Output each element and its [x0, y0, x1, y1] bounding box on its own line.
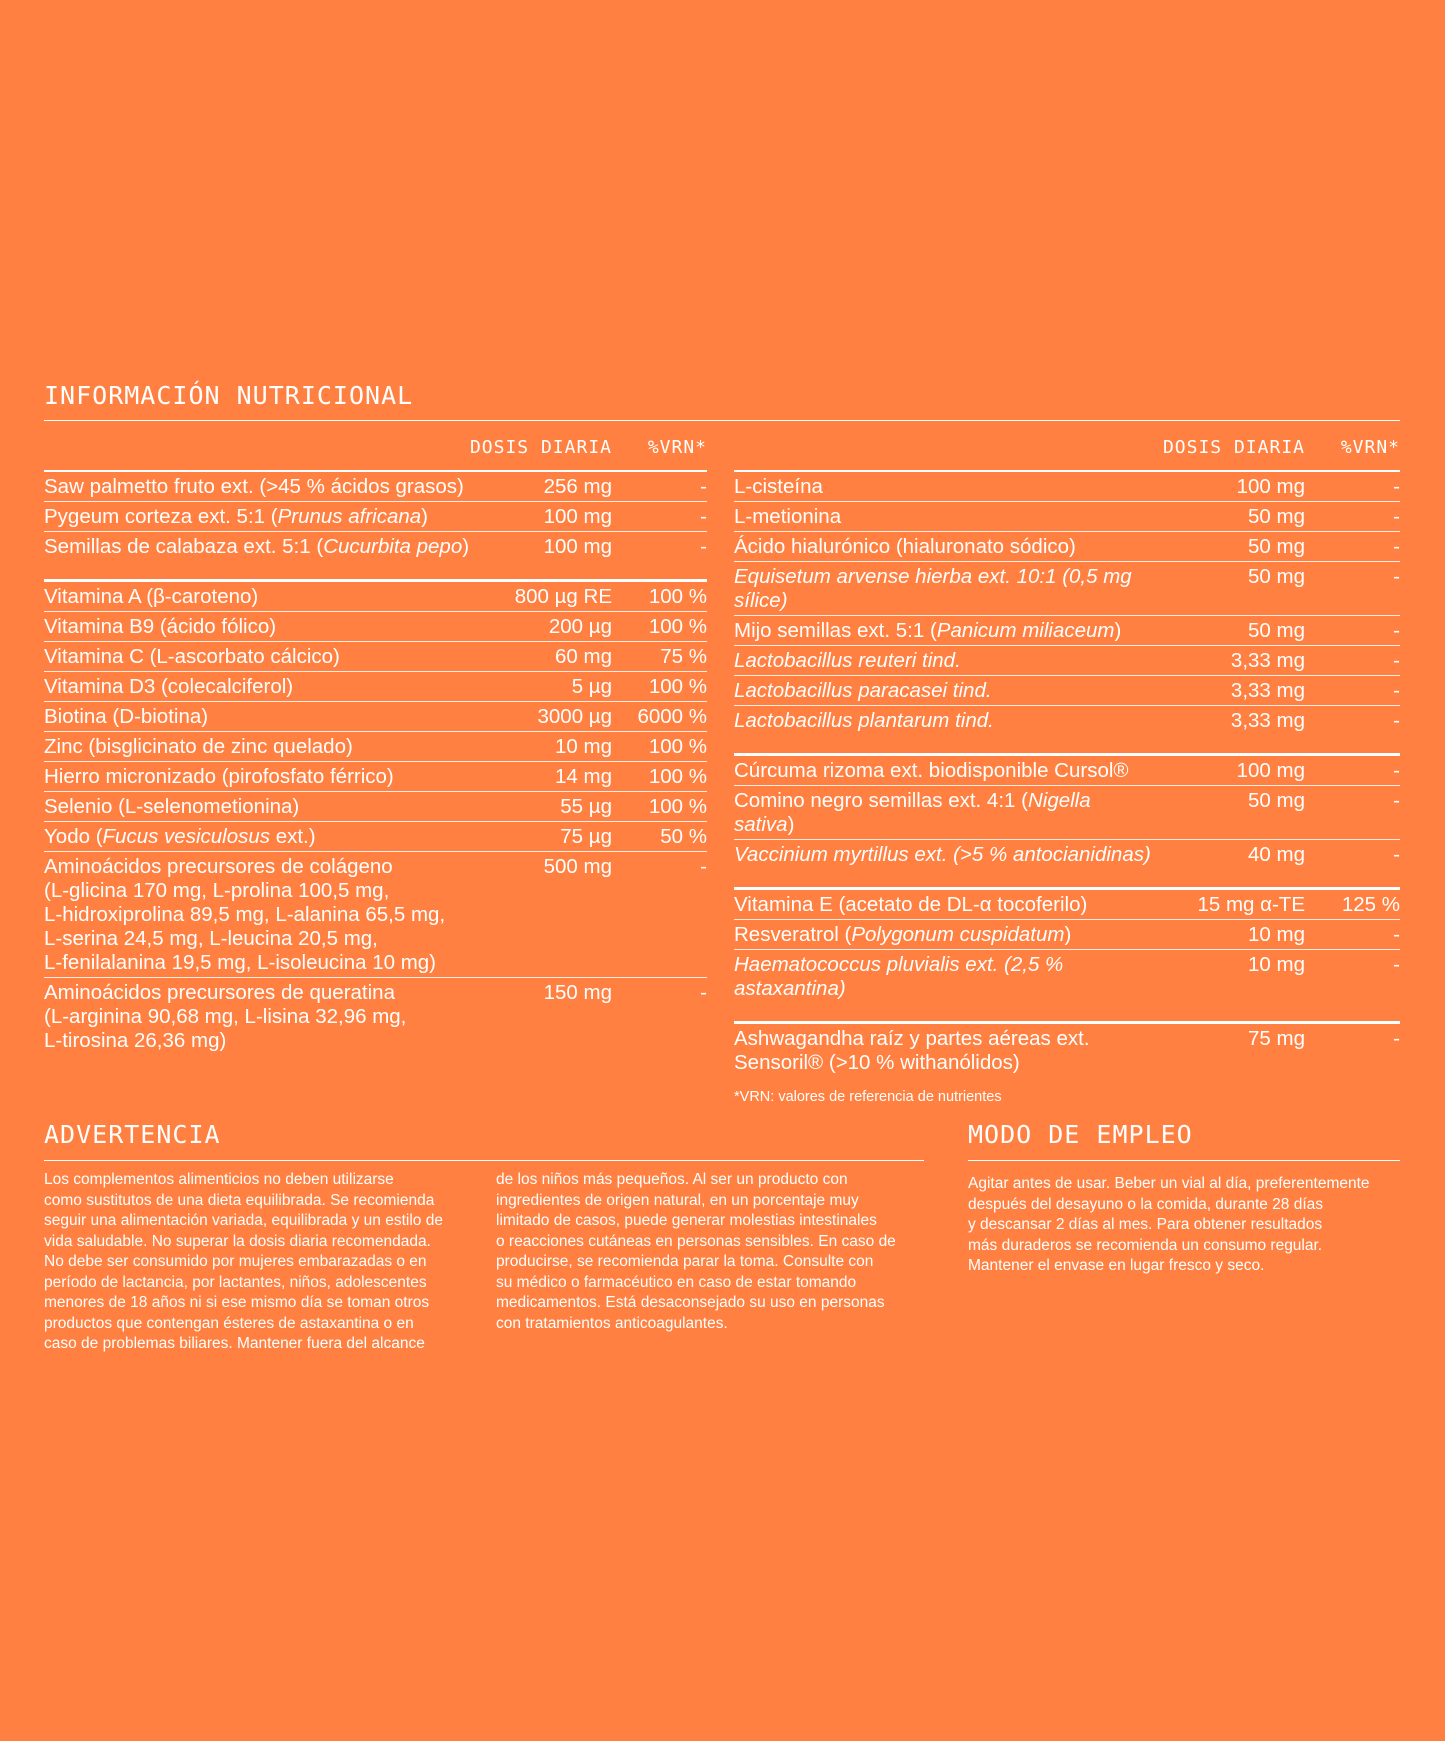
nutrient-vrn: 50 %: [660, 825, 707, 848]
warning-divider: [44, 1160, 924, 1161]
nutrient-name: [734, 953, 1155, 1001]
nutrient-name-italic: Lactobacillus paracasei tind.: [734, 679, 992, 702]
nutrient-name-text: L-cisteína: [734, 475, 823, 498]
title-divider: [44, 420, 1400, 421]
nutrient-name-italic: Vaccinium myrtillus ext. (>5 % antocianidinas): [734, 843, 1151, 866]
nutrient-dose: 55 µg: [560, 795, 612, 818]
nutrient-name: [734, 619, 1155, 643]
nutrient-name: [44, 855, 472, 975]
nutrient-vrn: -: [1393, 505, 1400, 528]
nutrient-name-text: Biotina (D-biotina): [44, 705, 209, 728]
nutrient-name-text: Resveratrol (: [734, 923, 852, 946]
nutrient-vrn: -: [1393, 923, 1400, 946]
nutrient-vrn: 125 %: [1341, 893, 1400, 916]
nutrient-name: [734, 759, 1155, 783]
table-header: [44, 432, 707, 462]
nutrient-name: [44, 705, 472, 729]
nutrient-name-text: Aminoácidos precursores de colágeno (L-glicina 170 mg, L-prolina 100,5 mg, L-hidroxiprolina 89,5 mg, L-alanina 65,5 mg, L-serina 24,5 mg, L-leucina 20,5 mg, L-fenilalanina 19,5 mg, L-isoleucina 10 mg): [44, 855, 446, 974]
nutrient-vrn: -: [1393, 953, 1400, 976]
nutrient-vrn: -: [1393, 649, 1400, 672]
nutrient-row: [734, 706, 1400, 735]
nutrient-vrn: 75 %: [660, 645, 707, 668]
nutrient-name-italic: Equisetum arvense hierba ext. 10:1 (0,5 mg sílice): [734, 565, 1132, 612]
nutrient-dose: 3,33 mg: [1230, 679, 1305, 702]
nutrient-dose: 75 mg: [1248, 1027, 1305, 1050]
nutrient-name: [734, 709, 1155, 733]
nutrient-name-text: ): [462, 535, 470, 558]
nutrient-vrn: -: [700, 505, 707, 528]
nutrient-vrn: -: [1393, 843, 1400, 866]
nutrient-name: [734, 679, 1155, 703]
nutrient-name: [734, 893, 1155, 917]
nutrient-row: [734, 840, 1400, 869]
nutrient-dose: 5 µg: [571, 675, 612, 698]
nutrient-name-text: Vitamina D3 (colecalciferol): [44, 675, 294, 698]
nutrient-name: [734, 1027, 1155, 1075]
nutrient-row: [734, 646, 1400, 676]
nutrient-row: [734, 890, 1400, 920]
nutrient-vrn: -: [1393, 475, 1400, 498]
nutrient-name-italic: Polygonum cuspidatum: [851, 923, 1065, 946]
nutrient-vrn: -: [1393, 709, 1400, 732]
group-vitamins-minerals: [44, 579, 707, 1055]
header-dose: DOSIS DIARIA: [1162, 436, 1305, 458]
nutrient-name-text: ): [1114, 619, 1122, 642]
nutrient-row: [44, 732, 707, 762]
nutrient-vrn: -: [700, 981, 707, 1004]
nutrient-name: [44, 505, 472, 529]
nutrient-vrn: -: [700, 535, 707, 558]
nutrient-row: [44, 532, 707, 561]
nutrient-name: [734, 565, 1155, 613]
nutrient-row: [44, 822, 707, 852]
nutrient-dose: 100 mg: [543, 535, 612, 558]
nutrient-dose: 10 mg: [1248, 953, 1305, 976]
nutrient-name: [44, 585, 472, 609]
nutrient-name: [734, 475, 1155, 499]
nutrient-dose: 14 mg: [555, 765, 612, 788]
nutrient-dose: 75 µg: [560, 825, 612, 848]
nutrient-row: [734, 562, 1400, 616]
nutrient-name-text: Ácido hialurónico (hialuronato sódico): [734, 535, 1076, 558]
nutrient-row: [734, 1024, 1400, 1077]
nutrient-vrn: -: [1393, 679, 1400, 702]
nutrient-dose: 800 µg RE: [514, 585, 612, 608]
nutrient-name-text: Ashwagandha raíz y partes aéreas ext. Sensoril® (>10 % withanólidos): [734, 1027, 1090, 1074]
header-vrn: %VRN*: [1340, 436, 1400, 458]
nutrient-name-text: Comino negro semillas ext. 4:1 (: [734, 789, 1028, 812]
nutrient-row: [734, 950, 1400, 1003]
group-botanicals: [734, 753, 1400, 869]
nutrient-row: [734, 676, 1400, 706]
nutrient-dose: 100 mg: [1236, 475, 1305, 498]
nutrient-vrn: 100 %: [648, 675, 707, 698]
nutrient-row: [44, 978, 707, 1055]
nutrient-dose: 150 mg: [543, 981, 612, 1004]
nutrient-name-italic: Lactobacillus reuteri tind.: [734, 649, 961, 672]
nutrient-dose: 15 mg α-TE: [1197, 893, 1305, 916]
nutrient-dose: 50 mg: [1248, 789, 1305, 812]
nutrient-name-text: Selenio (L-selenometionina): [44, 795, 300, 818]
nutrient-name-text: ): [787, 813, 795, 836]
nutrient-vrn: 100 %: [648, 735, 707, 758]
nutrient-dose: 50 mg: [1248, 535, 1305, 558]
nutrient-name-text: Semillas de calabaza ext. 5:1 (: [44, 535, 324, 558]
nutrient-vrn: 100 %: [648, 585, 707, 608]
table-header: [734, 432, 1400, 462]
nutrient-name: [44, 825, 472, 849]
usage-divider: [968, 1160, 1400, 1161]
nutrient-name: [44, 981, 472, 1053]
nutrient-dose: 60 mg: [555, 645, 612, 668]
nutrient-vrn: -: [1393, 759, 1400, 782]
nutrient-dose: 50 mg: [1248, 619, 1305, 642]
header-dose: DOSIS DIARIA: [469, 436, 612, 458]
nutrient-vrn: -: [1393, 619, 1400, 642]
nutrient-name-text: Aminoácidos precursores de queratina (L-arginina 90,68 mg, L-lisina 32,96 mg, L-tirosina 26,36 mg): [44, 981, 407, 1052]
nutrient-dose: 500 mg: [543, 855, 612, 878]
nutrient-name-italic: Haematococcus pluvialis ext. (2,5 % astaxantina): [734, 953, 1064, 1000]
nutrient-vrn: -: [1393, 535, 1400, 558]
nutrient-row: [734, 920, 1400, 950]
nutrient-name-italic: Nigella sativa: [734, 789, 1091, 836]
nutrient-vrn: -: [1393, 789, 1400, 812]
usage-text: Agitar antes de usar. Beber un vial al día, preferentemente después del desayuno o la comida, durante 28 días y descansar 2 días al mes. Para obtener resultados más duraderos se recomienda un consumo regular. Mantener el envase en lugar fresco y seco.: [968, 1175, 1370, 1274]
nutrient-row: [734, 472, 1400, 502]
group-adaptogens: [734, 1021, 1400, 1077]
nutrient-name: [734, 923, 1155, 947]
nutrient-name: [44, 535, 472, 559]
nutrient-name: [44, 645, 472, 669]
nutrient-name-text: L-metionina: [734, 505, 842, 528]
nutrient-vrn: 100 %: [648, 795, 707, 818]
nutrient-name-italic: Prunus africana: [277, 505, 422, 528]
nutrient-row: [734, 502, 1400, 532]
nutrient-vrn: 100 %: [648, 615, 707, 638]
nutrient-name-text: Pygeum corteza ext. 5:1 (: [44, 505, 278, 528]
nutrient-row: [44, 472, 707, 502]
nutrient-name-italic: Lactobacillus plantarum tind.: [734, 709, 994, 732]
nutrient-vrn: -: [1393, 1027, 1400, 1050]
warning-title: ADVERTENCIA: [44, 1120, 221, 1149]
warning-text-col1: Los complementos alimenticios no deben utilizarse como sustitutos de una dieta equilibrada. Se recomienda seguir una alimentación variada, equilibrada y un estilo de vida saludable. No superar la dosis diaria recomendada. No debe ser consumido por mujeres embarazadas o en período de lactancia, por lactantes, niños, adolescentes menores de 18 años ni si ese mismo día se toman otros productos que contengan ésteres de astaxantina o en caso de problemas biliares. Mantener fuera del alcance: [44, 1171, 443, 1352]
nutrition-table-left: [44, 432, 707, 1055]
nutrient-dose: 10 mg: [1248, 923, 1305, 946]
nutrient-row: [44, 672, 707, 702]
nutrient-name: [734, 535, 1155, 559]
nutrient-dose: 50 mg: [1248, 565, 1305, 588]
nutrient-dose: 10 mg: [555, 735, 612, 758]
nutrient-dose: 256 mg: [543, 475, 612, 498]
nutrient-name: [44, 615, 472, 639]
nutrient-name-italic: Panicum miliaceum: [936, 619, 1115, 642]
nutrient-row: [44, 792, 707, 822]
nutrient-name: [734, 505, 1155, 529]
header-vrn: %VRN*: [647, 436, 707, 458]
group-antioxidants: [734, 887, 1400, 1003]
nutrient-vrn: -: [1393, 565, 1400, 588]
nutrient-dose: 40 mg: [1248, 843, 1305, 866]
nutrient-name-text: Cúrcuma rizoma ext. biodisponible Cursol®: [734, 759, 1129, 782]
nutrient-name-italic: Fucus vesiculosus: [102, 825, 271, 848]
nutrient-name-text: Vitamina A (β-caroteno): [44, 585, 259, 608]
nutrient-row: [44, 702, 707, 732]
nutrient-name-text: Zinc (bisglicinato de zinc quelado): [44, 735, 353, 758]
nutrient-dose: 100 mg: [1236, 759, 1305, 782]
nutrient-name-text: ): [421, 505, 428, 528]
nutrient-vrn: -: [700, 475, 707, 498]
nutrient-dose: 3,33 mg: [1230, 709, 1305, 732]
nutrient-name-text: Vitamina E (acetato de DL-α tocoferilo): [734, 893, 1088, 916]
nutrient-row: [734, 786, 1400, 840]
nutrient-name: [44, 675, 472, 699]
nutrient-name-text: Hierro micronizado (pirofosfato férrico): [44, 765, 394, 788]
nutrient-dose: 200 µg: [548, 615, 612, 638]
usage-title: MODO DE EMPLEO: [968, 1120, 1193, 1149]
nutrient-row: [44, 582, 707, 612]
nutrient-dose: 50 mg: [1248, 505, 1305, 528]
vrn-footnote: *VRN: valores de referencia de nutrientes: [734, 1089, 1002, 1105]
nutrient-name: [44, 765, 472, 789]
nutrient-vrn: -: [700, 855, 707, 878]
nutrient-name-text: Saw palmetto fruto ext. (>45 % ácidos grasos): [44, 475, 464, 498]
nutrient-name-text: Mijo semillas ext. 5:1 (: [734, 619, 937, 642]
nutrition-table-right: [734, 432, 1400, 1105]
group-extracts: [44, 470, 707, 561]
nutrition-title: INFORMACIÓN NUTRICIONAL: [44, 381, 414, 410]
nutrient-name-italic: Cucurbita pepo: [323, 535, 463, 558]
nutrient-row: [44, 502, 707, 532]
nutrient-name: [44, 795, 472, 819]
nutrient-name-text: Vitamina B9 (ácido fólico): [44, 615, 277, 638]
group-amino-probiotics: [734, 470, 1400, 735]
nutrient-vrn: 100 %: [648, 765, 707, 788]
nutrient-row: [734, 532, 1400, 562]
nutrient-name-text: ext.): [270, 825, 316, 848]
nutrient-name-text: Yodo (: [44, 825, 103, 848]
nutrient-dose: 3,33 mg: [1230, 649, 1305, 672]
nutrient-vrn: 6000 %: [637, 705, 707, 728]
nutrient-name: [734, 789, 1155, 837]
nutrient-row: [734, 756, 1400, 786]
nutrient-name: [734, 649, 1155, 673]
nutrient-name-text: Vitamina C (L-ascorbato cálcico): [44, 645, 340, 668]
nutrient-row: [44, 762, 707, 792]
nutrient-name-text: ): [1064, 923, 1072, 946]
nutrient-row: [44, 642, 707, 672]
nutrient-row: [44, 852, 707, 978]
nutrient-dose: 3000 µg: [537, 705, 612, 728]
nutrient-dose: 100 mg: [543, 505, 612, 528]
nutrient-name: [44, 475, 472, 499]
warning-text-col2: de los niños más pequeños. Al ser un producto con ingredientes de origen natural, en un porcentaje muy limitado de casos, puede generar molestias intestinales o reacciones cutáneas en personas sensibles. En caso de producirse, se recomienda parar la toma. Consulte con su médico o farmacéutico en caso de estar tomando medicamentos. Está desaconsejado su uso en personas con tratamientos anticoagulantes.: [496, 1171, 896, 1332]
nutrient-row: [44, 612, 707, 642]
nutrient-name: [734, 843, 1155, 867]
nutrient-row: [734, 616, 1400, 646]
nutrient-name: [44, 735, 472, 759]
